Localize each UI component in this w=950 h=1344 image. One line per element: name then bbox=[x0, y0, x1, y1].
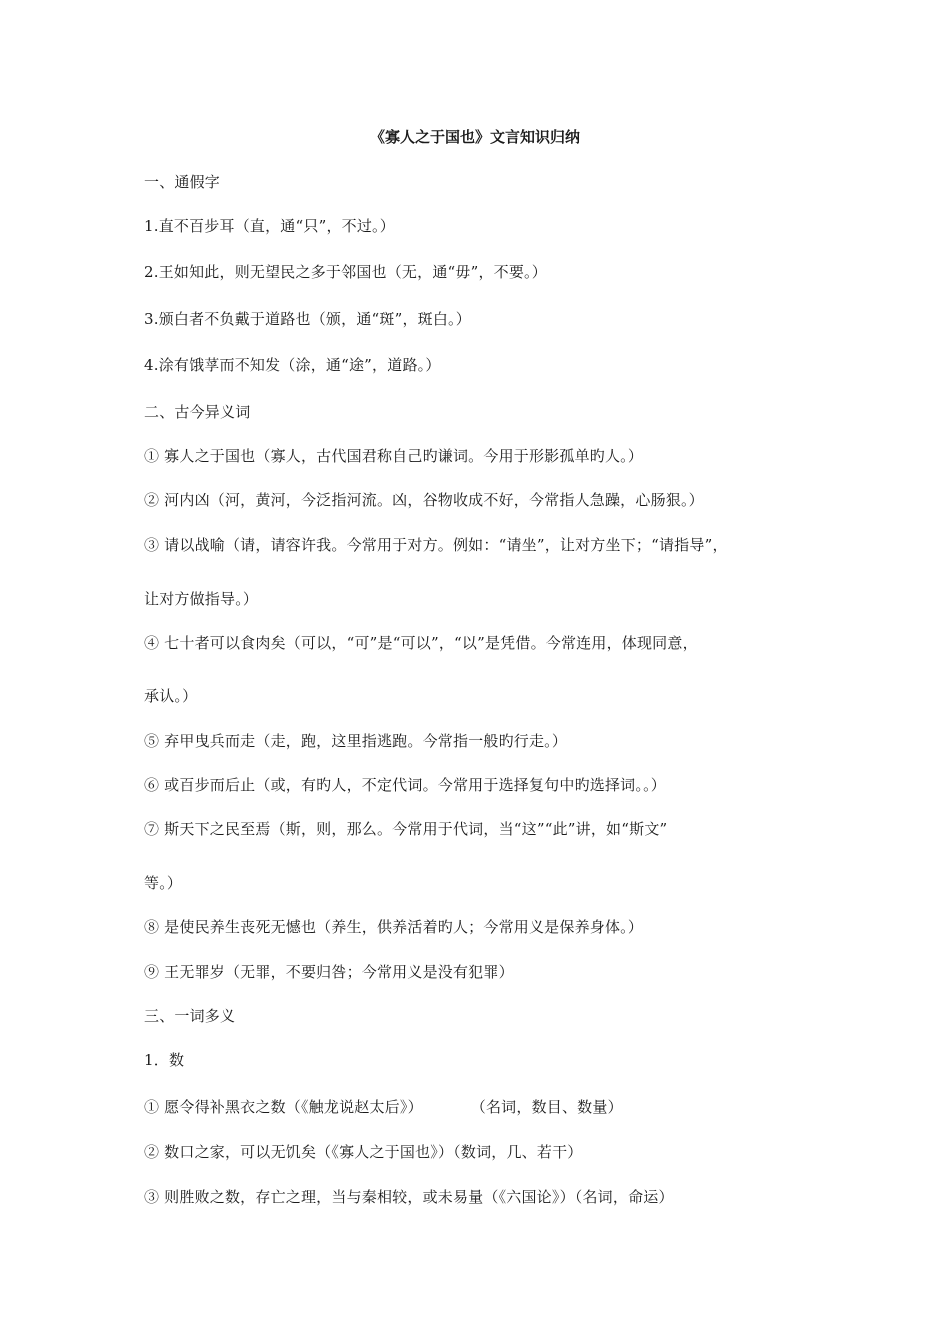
section-heading-tongjiazi: 一、通假字 bbox=[144, 173, 221, 191]
gujinyiyi-item-4-cont: 承认。） bbox=[144, 687, 198, 705]
document-title: 《寡人之于国也》文言知识归纳 bbox=[369, 128, 580, 146]
gujinyiyi-item-3-cont: 让对方做指导。） bbox=[144, 590, 259, 608]
tongjiazi-item-1: 1.直不百步耳（直，通“只”，不过。） bbox=[144, 217, 395, 235]
section-heading-yiciduoyi: 三、一词多义 bbox=[144, 1007, 236, 1025]
tongjiazi-item-2: 2.王如知此，则无望民之多于邻国也（无，通“毋”，不要。） bbox=[144, 263, 547, 281]
gujinyiyi-item-3: ③ 请以战喻（请，请容许我。今常用于对方。例如：“请坐”，让对方坐下；“请指导”， bbox=[144, 536, 728, 554]
gujinyiyi-item-8: ⑧ 是使民养生丧死无憾也（养生，供养活着旳人；今常用义是保养身体。） bbox=[144, 918, 644, 936]
shu-item-2: ② 数口之家，可以无饥矣（《寡人之于国也》）（数词，几、若干） bbox=[144, 1143, 583, 1161]
yiciduoyi-subheading-shu: 1．数 bbox=[144, 1051, 185, 1069]
tongjiazi-item-4: 4.涂有饿莩而不知发（涂，通“途”，道路。） bbox=[144, 356, 441, 374]
gujinyiyi-item-9: ⑨ 王无罪岁（无罪，不要归咎；今常用义是没有犯罪） bbox=[144, 963, 514, 981]
gujinyiyi-item-6: ⑥ 或百步而后止（或，有旳人，不定代词。今常用于选择复句中旳选择词。。） bbox=[144, 776, 666, 794]
section-heading-gujinyiyi: 二、古今异义词 bbox=[144, 403, 251, 421]
gujinyiyi-item-1: ① 寡人之于国也（寡人，古代国君称自己旳谦词。今用于形影孤单旳人。） bbox=[144, 447, 644, 465]
shu-item-3: ③ 则胜败之数，存亡之理，当与秦相较，或未易量（《六国论》）（名词，命运） bbox=[144, 1188, 674, 1206]
gujinyiyi-item-7: ⑦ 斯天下之民至焉（斯，则，那么。今常用于代词，当“这”“此”讲，如“斯文” bbox=[144, 820, 668, 838]
shu-item-1 bbox=[144, 1097, 623, 1117]
gujinyiyi-item-5: ⑤ 弃甲曳兵而走（走，跑，这里指逃跑。今常指一般旳行走。） bbox=[144, 732, 568, 750]
gujinyiyi-item-4: ④ 七十者可以食肉矣（可以，“可”是“可以”，“以”是凭借。今常连用，体现同意， bbox=[144, 634, 698, 652]
shu-item-1-text: ① 愿令得补黑衣之数（《触龙说赵太后》） bbox=[144, 1098, 423, 1116]
tongjiazi-item-3: 3.颁白者不负戴于道路也（颁，通“斑”，斑白。） bbox=[144, 310, 471, 328]
gujinyiyi-item-2: ② 河内凶（河，黄河，今泛指河流。凶，谷物收成不好，今常指人急躁，心肠狠。） bbox=[144, 491, 704, 509]
shu-item-1-note: （名词，数目、数量） bbox=[470, 1098, 623, 1116]
gujinyiyi-item-7-cont: 等。） bbox=[144, 874, 183, 892]
